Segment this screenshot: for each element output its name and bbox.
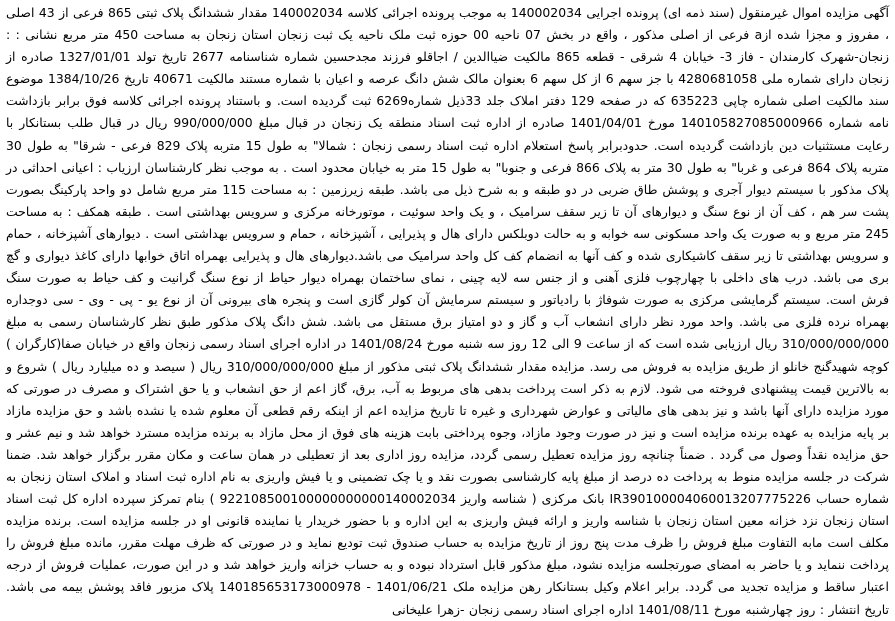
auction-notice-body: آگهی مزایده اموال غیرمنقول (سند ذمه ای) پرونده اجرایی 140002034 به موجب پرونده اجرائی کلاسه 140002034 مقدار ششدانگ پلاک ثبتی 865 فرعی از 43 اصلی ، مفروز و مجزا شده ازa فرعی از اصلی مذکور ، واقع در بخش 07 ناحیه 00 حوزه ثبت ملک ناحیه یک ثبت زنجان استان زنجان به مساحت 450 متر مربع نشانی : : زنجان-شهرک کارمندان - فاز 3- خیابان 4 شرقی - قطعه 865 مالکیت ضیاالدین / اجاقلو فرزند مجدحسین شماره شناسنامه 2677 تاریخ تولد 1327/01/01 صادره از زنجان دارای شماره ملی 4280681058 با جز سهم 6 از کل سهم 6 بعنوان مالک شش دانگ عرصه و اعیان با شماره مستند مالکیت 40671 تاریخ 1384/10/26 موضوع سند مالکیت اصلی شماره چاپی 635223 که در صفحه 129 دفتر املاک جلد 33ذیل شماره6269 ثبت گردیده است. و باستناد پرونده اجرائی کلاسه فوق برابر بازداشت نامه شماره 140105827085000966 مورخ 1401/04/01 صادره از اداره ثبت اسناد منطقه یک زنجان در قبال مبلغ 990/000/000 ریال در قبال طلب بستانکار با رعایت مستثنیات دین بازداشت گردیده است. حدودبرابر پاسخ استعلام اداره ثبت اسناد رسمی زنجان : شمالا" به طول 15 متربه پلاک 829 فرعی - شرقا" به طول 30 متربه پلاک 864 فرعی و غربا" به طول 30 متر به پلاک 866 فرعی و جنوبا" به طول 15 متر به خیابان محدود است . به موجب نظر کارشناسان ارزیاب : اعیانی احداثی در پلاک مذکور با سیستم دیوار آجری و پوشش طاق ضربی در دو طبقه و به شرح ذیل می باشد. طبقه زیرزمین : به مساحت 115 متر مربع شامل دو واحد پارکینگ بصورت پشت سر هم ، کف آن از نوع سنگ و دیوارهای آن تا زیر سقف سرامیک ، و یک واحد سوئیت ، موتورخانه مرکزی و سرویس بهداشتی است . طبقه همکف : به مساحت 245 متر مربع و به صورت یک واحد مسکونی سه خوابه و به حالت دوبلکس دارای هال و پذیرایی ، آشپزخانه ، حمام و سرویس بهداشتی است . دیوارهای آشپزخانه ، حمام و سرویس بهداشتی تا زیر سقف کاشیکاری شده و کف آنها به انضمام کف کل واحد سرامیک می باشد.دیوارهای هال و پذیرایی بهمراه اتاق خوابها دارای کاغذ دیواری و گچ بری می باشد. درب های داخلی با چهارچوب فلزی آهنی و از جنس سه لایه چینی ، نمای ساختمان بهمراه دیوار حیاط از نوع سنگ گرانیت و کف حیاط به صورت سنگ فرش است. سیستم گرمایشی مرکزی به صورت شوفاژ با رادیاتور و سیستم سرمایش آن کولر گازی است و پنجره های بیرونی آن از نوع یو - پی - وی - سی دوجداره بهمراه نرده فلزی می باشد. واحد مورد نظر دارای انشعاب آب و گاز و دو امتیاز برق مستقل می باشد. شش دانگ پلاک مذکور طبق نظر کارشناسان رسمی به مبلغ 310/000/000/000 ریال ارزیابی شده است که از ساعت 9 الی 12 روز سه شنبه مورخ 1401/08/24 در اداره اجرای اسناد رسمی زنجان واقع در خیابان صفا(کارگران ) کوچه شهیدگنج خانلو از طریق مزایده به فروش می رسد. مزایده مقدار ششدانگ پلاک ثبتی مذکور از مبلغ 310/000/000/000 ریال ( سیصد و ده میلیارد ریال ) شروع و به بالاترین قیمت پیشنهادی فروخته می شود. لازم به ذکر است پرداخت بدهی های مربوط به آب، برق، گاز اعم از حق انشعاب و یا حق اشتراک و مصرف در صورتی که مورد مزایده دارای آنها باشد و نیز بدهی های مالیاتی و عوارض شهرداری و غیره تا تاریخ مزایده اعم از اینکه رقم قطعی آن معلوم شده یا نشده باشد و حق مزایده مازاد بر پایه مزایده به عهده برنده مزایده است و نیز در صورت وجود مازاد، وجوه پرداختی بابت هزینه های فوق از محل مازاد به برنده مزایده مسترد خواهد شد و نیم عشر و حق مزایده نقداً وصول می گردد . ضمناً چنانچه روز مزایده تعطیل رسمی گردد، مزایده روز اداری بعد از تعطیلی در همان ساعت و مکان مقرر برگزار خواهد شد. ضمنا شرکت در جلسه مزایده منوط به پرداخت ده درصد از مبلغ پایه کارشناسی بصورت نقد و یا چک تضمینی و یا فیش واریزی به نام اداره ثبت اسناد و املاک استان زنجان به شماره حساب IR390100004060013207775226 بانک مرکزی ( شناسه واریز 922108500100000000000140002034 ) بنام تمرکز سپرده اداره کل ثبت اسناد استان زنجان نزد خزانه معین استان زنجان با شناسه واریز و ارائه فیش واریزی به این اداره و با حضور خریدار یا نماینده قانونی او در جلسه مزایده است. برنده مزایده مکلف است مابه التفاوت مبلغ فروش را ظرف مدت پنج روز از تاریخ مزایده به حساب صندوق ثبت تودیع نماید و در صورتی که ظرف مهلت مقرر، مانده مبلغ فروش را پرداخت ننماید و یا حاضر به امضای صورتجلسه مزایده نشود، مبلغ مذکور قابل استرداد نبوده و به حساب خزانه واریز خواهد شد و در این صورت، عملیات فروش از درجه اعتبار ساقط و مزایده تجدید می گردد. برابر اعلام وکیل بستانکار رهن مزایده ملک 1401/06/21 - 140185653173000978 پلاک مزبور فاقد پوشش بیمه می باشد. تاریخ انتشار : روز چهارشنبه مورخ 1401/08/11 اداره اجرای اسناد رسمی زنجان -زهرا علیخانی bbox=[6, 5, 889, 617]
